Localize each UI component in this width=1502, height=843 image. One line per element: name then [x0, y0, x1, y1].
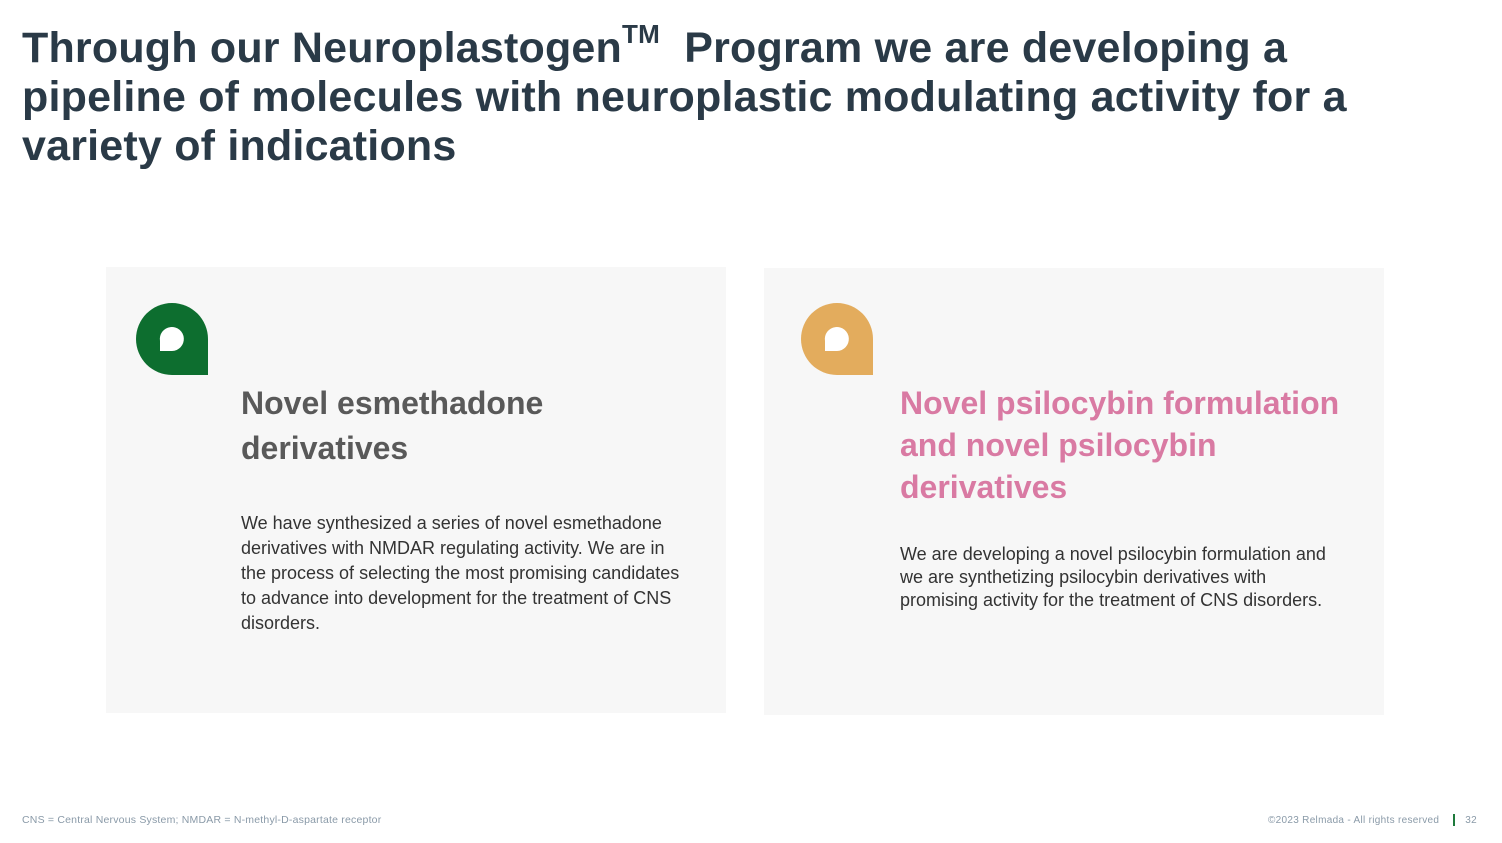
card-heading: Novel psilocybin formulation and novel psilocybin derivatives	[900, 385, 1340, 505]
title-text-continued: Program we are developing a pipeline of molecules with neuroplastic modulating activity for a variety of indications	[22, 24, 1359, 170]
card-heading: Novel esmethadone derivatives	[241, 385, 544, 466]
copyright-text: ©2023 Relmada - All rights reserved	[1267, 814, 1440, 826]
card-body-text: We are developing a novel psilocybin formulation and we are synthetizing psilocybin derivatives with promising activity for the treatment of CNS disorders.	[900, 544, 1326, 610]
footnote: CNS = Central Nervous System; NMDAR = N-methyl-D-aspartate receptor	[22, 814, 382, 826]
slide-footer	[1268, 814, 1477, 826]
card-body-text: We have synthesized a series of novel esmethadone derivatives with NMDAR regulating activity. We are in the process of selecting the most promising candidates to advance into development for the treatment of CNS disorders.	[241, 513, 680, 633]
trademark-mark: TM	[622, 18, 660, 49]
card-psilocybin	[764, 268, 1384, 715]
relmada-logo-icon	[136, 303, 208, 375]
title-text: Through our Neuroplastogen	[22, 24, 622, 72]
footer-divider	[1453, 814, 1455, 826]
page-number: 32	[1465, 814, 1477, 826]
relmada-logo-icon	[801, 303, 873, 375]
card-esmethadone	[106, 267, 726, 713]
slide-title	[22, 18, 1462, 171]
